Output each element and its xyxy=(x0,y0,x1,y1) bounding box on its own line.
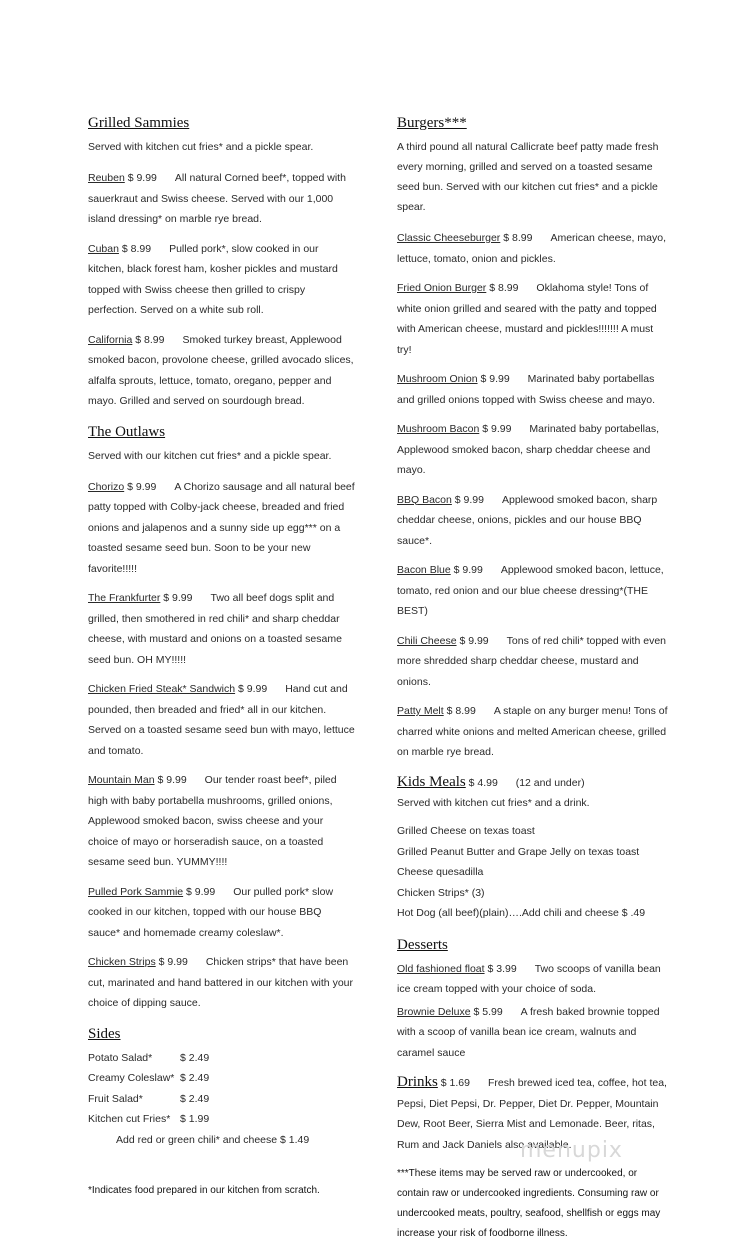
menu-item xyxy=(88,588,356,670)
menu-item xyxy=(397,490,669,552)
item-price: $ 3.99 xyxy=(487,962,517,975)
item-desc: Smoked turkey breast, Applewood smoked bacon, provolone cheese, grilled avocado slices, alfalfa sprouts, lettuce, tomato, oregano, pepper and mayo. Grilled and served on sourdough bread. xyxy=(88,333,354,407)
item-desc: Chicken strips* that have been cut, marinated and hand battered in our kitchen with your choice of dipping sauce. xyxy=(88,956,353,1009)
section-desserts xyxy=(397,934,669,1064)
item-price: $ 1.69 xyxy=(440,1077,470,1089)
item-name: Mushroom Bacon xyxy=(397,423,480,435)
raw-food-disclaimer: ***These items may be served raw or undercooked, or contain raw or undercooked ingredients. Consuming raw or undercooked meats, poultry, seafood, shellfish or eggs may increase your risk of foodborne illness. xyxy=(397,1168,661,1239)
item-desc: Our tender roast beef*, piled high with baby portabella mushrooms, grilled onions, Applewood smoked bacon, swiss cheese and your choice of mayo or horseradish sauce, on a toasted sesame seed bun. YUMMY!!!! xyxy=(88,774,337,868)
side-addon: Add red or green chili* and cheese $ 1.49 xyxy=(116,1133,310,1146)
item-name: California xyxy=(88,333,133,346)
menu-item xyxy=(88,477,356,580)
side-item xyxy=(88,1089,356,1110)
menu-item xyxy=(88,679,356,761)
menu-item xyxy=(397,278,669,360)
section-note: Served with kitchen cut fries* and a pickle spear. xyxy=(88,141,314,153)
kids-item: Hot Dog (all beef)(plain)….Add chili and cheese $ .49 xyxy=(397,907,646,919)
item-name: Mushroom Onion xyxy=(397,373,478,385)
item-price: $ 9.99 xyxy=(453,564,483,576)
side-price: $ 2.49 xyxy=(180,1092,210,1105)
section-title: Desserts xyxy=(397,936,448,953)
menu-item xyxy=(397,419,669,481)
menu-item xyxy=(397,369,669,410)
section-title: Kids Meals xyxy=(397,773,466,790)
item-price: $ 9.99 xyxy=(158,956,188,968)
section-the-outlaws xyxy=(88,421,356,1014)
kids-item: Grilled Peanut Butter and Grape Jelly on texas toast xyxy=(397,845,640,858)
item-price: $ 9.99 xyxy=(238,683,268,695)
menu-item xyxy=(88,770,356,873)
section-title: Drinks xyxy=(397,1074,438,1090)
side-name: Kitchen cut Fries* xyxy=(88,1113,171,1125)
item-name: BBQ Bacon xyxy=(397,493,452,506)
item-desc: A Chorizo sausage and all natural beef patty topped with Colby-jack cheese, breaded and fried onions and jalapenos and a sunny side up egg*** on a toasted sesame seed bun. Soon to be your new favorite!!!!! xyxy=(88,480,355,575)
menu-item xyxy=(397,959,669,1000)
item-name: Fried Onion Burger xyxy=(397,282,487,294)
section-title: The Outlaws xyxy=(88,423,166,440)
menu-item xyxy=(88,239,356,321)
item-desc: Applewood smoked bacon, sharp cheddar cheese, onions, pickles and our house BBQ sauce*. xyxy=(397,493,658,547)
watermark-logo: menupix xyxy=(520,1138,623,1163)
side-item xyxy=(88,1048,356,1069)
section-note: Served with our kitchen cut fries* and a pickle spear. xyxy=(88,449,332,462)
item-price: $ 8.99 xyxy=(135,333,165,346)
kids-price: $ 4.99 xyxy=(468,776,498,789)
item-desc: Oklahoma style! Tons of white onion grilled and seared with the patty and topped with American cheese, mustard and pickles!!!!!!! A must try! xyxy=(397,282,657,356)
item-desc: Hand cut and pounded, then breaded and fried* all in our kitchen. Served on a toasted sesame seed bun with mayo, lettuce and tomato. xyxy=(88,683,355,757)
menu-item xyxy=(397,701,669,763)
item-name: Old fashioned float xyxy=(397,962,485,975)
item-desc: Two scoops of vanilla bean ice cream topped with your choice of soda. xyxy=(397,962,661,995)
section-title: Burgers*** xyxy=(397,115,467,131)
item-name: Pulled Pork Sammie xyxy=(88,885,184,898)
item-name: Reuben xyxy=(88,172,125,184)
item-name: Brownie Deluxe xyxy=(397,1005,471,1018)
item-price: $ 8.99 xyxy=(503,232,533,244)
item-desc: Two all beef dogs split and grilled, then smothered in red chili* and sharp cheddar cheese, with mustard and onions on a toasted sesame seed bun. OH MY!!!!! xyxy=(88,592,342,666)
item-desc: All natural Corned beef*, topped with sauerkraut and Swiss cheese. Served with our 1,000 island dressing* on marble rye bread. xyxy=(88,172,346,225)
right-column xyxy=(397,112,669,1244)
item-desc: Marinated baby portabellas and grilled onions topped with Swiss cheese and mayo. xyxy=(397,373,655,406)
menu-item xyxy=(397,228,669,269)
side-price: $ 2.49 xyxy=(180,1072,210,1084)
item-price: $ 8.99 xyxy=(121,242,152,255)
section-kids-meals xyxy=(397,772,669,924)
item-price: $ 9.99 xyxy=(459,634,489,647)
item-name: Chicken Strips xyxy=(88,956,156,968)
section-note: Served with kitchen cut fries* and a drink. xyxy=(397,797,590,809)
side-name: Creamy Coleslaw* xyxy=(88,1072,175,1084)
item-price: $ 9.99 xyxy=(454,493,484,506)
item-desc: Fresh brewed iced tea, coffee, hot tea, Pepsi, Diet Pepsi, Dr. Pepper, Diet Dr. Pepper, Mountain Dew, Root Beer, Sierra Mist and Lemonade. Beer, ritas, Rum and Jack Daniels also available. xyxy=(397,1077,667,1151)
menu-item xyxy=(88,330,356,412)
menu-item xyxy=(88,168,356,230)
kids-item: Grilled Cheese on texas toast xyxy=(397,825,535,837)
item-desc: A staple on any burger menu! Tons of charred white onions and melted American cheese, grilled on marble rye bread. xyxy=(397,705,668,758)
item-price: $ 9.99 xyxy=(127,172,157,184)
menu-item xyxy=(397,631,669,693)
item-name: The Frankfurter xyxy=(88,592,161,604)
item-name: Patty Melt xyxy=(397,705,444,717)
item-desc: American cheese, mayo, lettuce, tomato, onion and pickles. xyxy=(397,232,666,265)
item-price: $ 9.99 xyxy=(157,774,187,786)
side-price: $ 1.99 xyxy=(180,1113,210,1125)
item-desc: Applewood smoked bacon, lettuce, tomato, red onion and our blue cheese dressing*(THE BEST) xyxy=(397,564,664,617)
item-price: $ 9.99 xyxy=(163,592,193,604)
section-sides xyxy=(88,1023,356,1151)
section-title: Grilled Sammies xyxy=(88,115,190,131)
side-item xyxy=(88,1109,356,1130)
section-grilled-sammies xyxy=(88,112,356,412)
item-price: $ 5.99 xyxy=(473,1005,503,1018)
section-title: Sides xyxy=(88,1025,121,1042)
item-name: Cuban xyxy=(88,242,119,255)
item-desc: A fresh baked brownie topped with a scoop of vanilla bean ice cream, walnuts and caramel sauce xyxy=(397,1005,660,1059)
kids-header xyxy=(397,772,669,794)
menu-item xyxy=(397,1002,669,1064)
item-name: Bacon Blue xyxy=(397,564,451,576)
side-name: Potato Salad* xyxy=(88,1051,153,1064)
left-column xyxy=(88,112,356,1200)
section-note: A third pound all natural Callicrate beef patty made fresh every morning, grilled and served on a toasted sesame seed bun. Served with our kitchen cut fries* and a pickle spear. xyxy=(397,141,659,213)
item-desc: Marinated baby portabellas, Applewood smoked bacon, sharp cheddar cheese and mayo. xyxy=(397,423,660,476)
side-item xyxy=(88,1068,356,1089)
kids-item: Chicken Strips* (3) xyxy=(397,886,485,899)
kids-age: (12 and under) xyxy=(515,776,585,789)
section-burgers xyxy=(397,112,669,763)
item-name: Chorizo xyxy=(88,480,125,493)
item-price: $ 8.99 xyxy=(446,705,476,717)
item-name: Chicken Fried Steak* Sandwich xyxy=(88,683,236,695)
item-name: Mountain Man xyxy=(88,774,155,786)
kids-item: Cheese quesadilla xyxy=(397,866,484,878)
item-desc: Our pulled pork* slow cooked in our kitchen, topped with our house BBQ sauce* and homemade creamy coleslaw*. xyxy=(88,885,334,939)
side-price: $ 2.49 xyxy=(180,1051,210,1064)
item-desc: Tons of red chili* topped with even more shredded sharp cheddar cheese, mustard and onions. xyxy=(397,634,667,688)
item-desc: Pulled pork*, slow cooked in our kitchen, black forest ham, kosher pickles and mustard topped with Swiss cheese then grilled to crispy perfection. Served on a white sub roll. xyxy=(88,242,338,316)
item-price: $ 9.99 xyxy=(480,373,510,385)
item-price: $ 8.99 xyxy=(489,282,519,294)
item-name: Classic Cheeseburger xyxy=(397,232,501,244)
menu-item xyxy=(397,560,669,622)
item-price: $ 9.99 xyxy=(186,885,216,898)
item-price: $ 9.99 xyxy=(127,480,157,493)
menu-item xyxy=(88,882,356,944)
item-price: $ 9.99 xyxy=(482,423,512,435)
footnote: *Indicates food prepared in our kitchen from scratch. xyxy=(88,1185,320,1196)
menu-item xyxy=(88,952,356,1014)
side-name: Fruit Salad* xyxy=(88,1092,143,1105)
item-name: Chili Cheese xyxy=(397,634,457,647)
